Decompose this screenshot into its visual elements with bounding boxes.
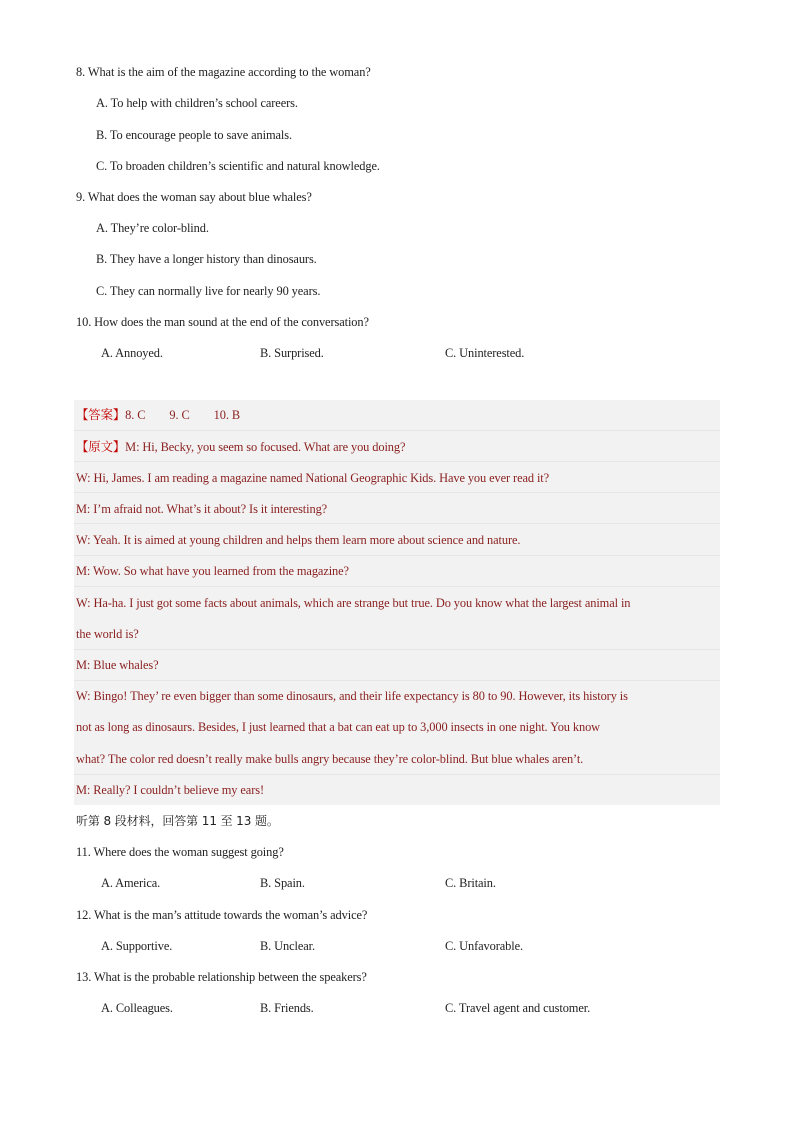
transcript-line-7: the world is?	[76, 627, 139, 641]
row-divider	[74, 555, 720, 556]
row-divider	[74, 523, 720, 524]
transcript-line-10: not as long as dinosaurs. Besides, I just learned that a bat can eat up to 3,000 insects in one night. You know	[76, 720, 601, 734]
question-12-options	[76, 938, 726, 954]
transcript-line-9: W: Bingo! They’ re even bigger than some dinosaurs, and their life expectancy is 80 to 90. However, its history is	[76, 689, 628, 703]
row-divider	[74, 680, 720, 681]
question-9-option-a: A. They’re color-blind.	[96, 221, 209, 235]
question-8-option-a: A. To help with children’s school careers.	[96, 96, 298, 110]
question-10-stem: 10. How does the man sound at the end of the conversation?	[76, 315, 369, 329]
transcript-line-2: W: Hi, James. I am reading a magazine named National Geographic Kids. Have you ever read it?	[76, 471, 550, 485]
row-divider	[74, 586, 720, 587]
question-8-option-b: B. To encourage people to save animals.	[96, 128, 292, 142]
question-13-option-c: C. Travel agent and customer.	[445, 1001, 591, 1015]
question-13-stem: 13. What is the probable relationship between the speakers?	[76, 970, 367, 984]
question-11-stem: 11. Where does the woman suggest going?	[76, 845, 284, 859]
question-12-option-b: B. Unclear.	[260, 939, 315, 953]
question-13-options	[76, 1000, 726, 1016]
transcript-line-11: what? The color red doesn’t really make bulls angry because they’re color-blind. But blue whales aren’t.	[76, 752, 584, 766]
transcript-line-3: M: I’m afraid not. What’s it about? Is it interesting?	[76, 502, 328, 516]
question-11-option-b: B. Spain.	[260, 876, 305, 890]
transcript-line-1	[76, 439, 405, 455]
transcript-text: M: Hi, Becky, you seem so focused. What are you doing?	[125, 440, 406, 454]
row-divider	[74, 430, 720, 431]
answer-keys-line	[76, 407, 240, 423]
question-10-option-b: B. Surprised.	[260, 346, 324, 360]
row-divider	[74, 774, 720, 775]
question-11-option-c: C. Britain.	[445, 876, 496, 890]
transcript-line-5: M: Wow. So what have you learned from the magazine?	[76, 564, 349, 578]
transcript-line-8: M: Blue whales?	[76, 658, 159, 672]
row-divider	[74, 461, 720, 462]
question-11-options	[76, 875, 726, 891]
transcript-line-6: W: Ha-ha. I just got some facts about animals, which are strange but true. Do you know what the largest animal in	[76, 596, 631, 610]
script-tag: 【原文】	[76, 440, 126, 454]
question-13-option-a: A. Colleagues.	[101, 1001, 173, 1015]
question-9-option-c: C. They can normally live for nearly 90 years.	[96, 284, 321, 298]
transcript-line-4: W: Yeah. It is aimed at young children and helps them learn more about science and nature.	[76, 533, 521, 547]
question-13-option-b: B. Friends.	[260, 1001, 314, 1015]
answer-keys: 8. C 9. C 10. B	[125, 408, 240, 422]
question-12-option-a: A. Supportive.	[101, 939, 173, 953]
section-heading: 听第 8 段材料，回答第 11 至 13 题。	[76, 814, 279, 828]
row-divider	[74, 649, 720, 650]
question-9-option-b: B. They have a longer history than dinosaurs.	[96, 252, 317, 266]
answer-tag: 【答案】	[76, 408, 126, 422]
question-8-option-c: C. To broaden children’s scientific and natural knowledge.	[96, 159, 380, 173]
question-10-options	[76, 345, 726, 361]
question-10-option-c: C. Uninterested.	[445, 346, 525, 360]
question-8-stem: 8. What is the aim of the magazine according to the woman?	[76, 65, 371, 79]
question-11-option-a: A. America.	[101, 876, 161, 890]
question-10-option-a: A. Annoyed.	[101, 346, 163, 360]
question-12-option-c: C. Unfavorable.	[445, 939, 523, 953]
row-divider	[74, 492, 720, 493]
question-12-stem: 12. What is the man’s attitude towards the woman’s advice?	[76, 908, 368, 922]
question-9-stem: 9. What does the woman say about blue whales?	[76, 190, 312, 204]
transcript-line-12: M: Really? I couldn’t believe my ears!	[76, 783, 264, 797]
